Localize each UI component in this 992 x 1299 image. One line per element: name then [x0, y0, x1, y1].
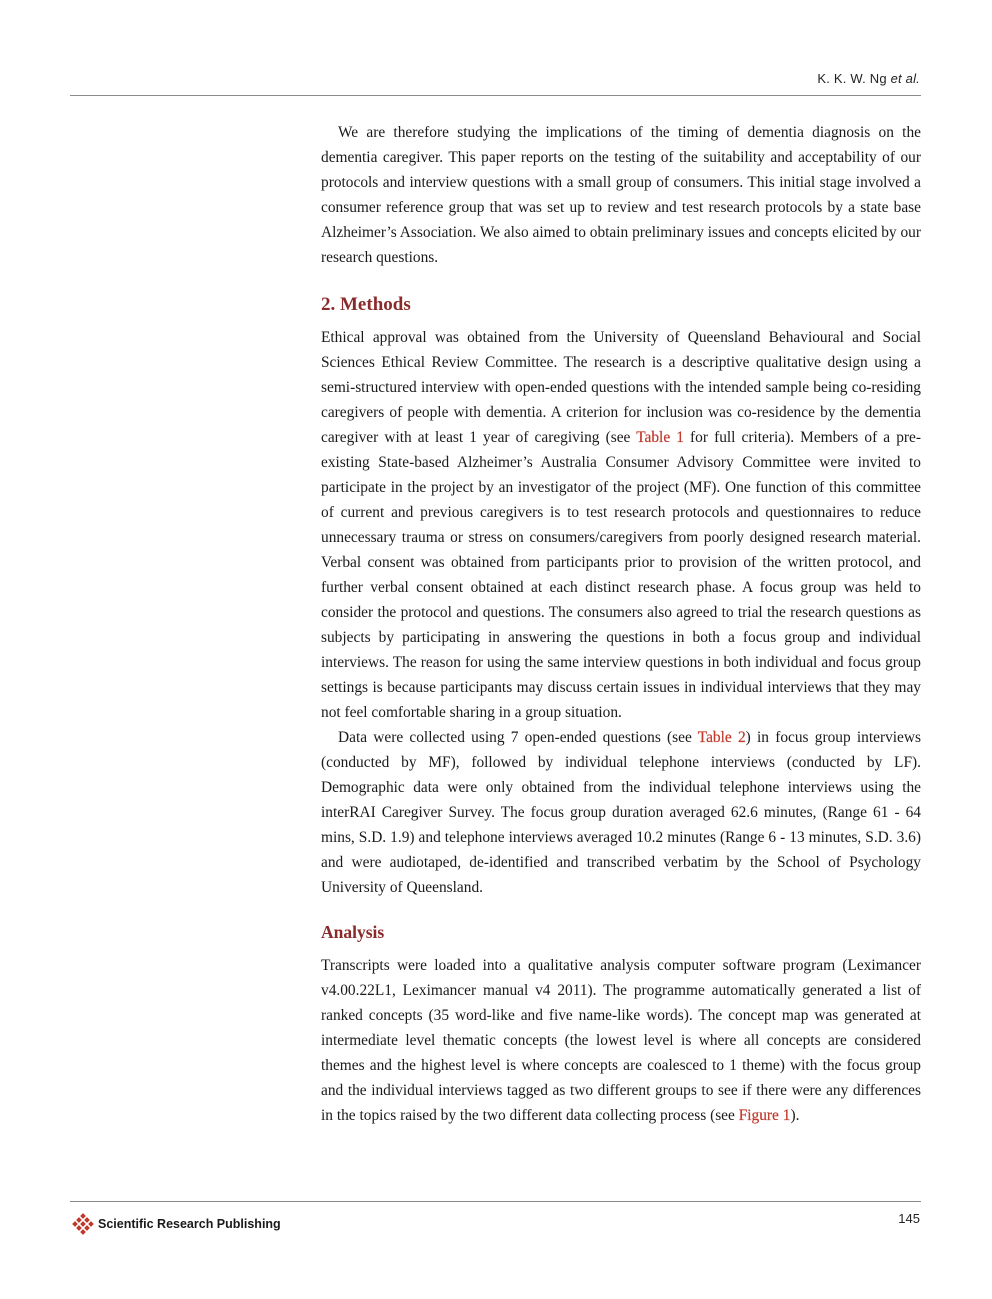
methods-p2-text-a: Data were collected using 7 open-ended questions (see	[338, 729, 698, 746]
figure-1-link[interactable]: Figure 1	[738, 1107, 791, 1124]
publisher-name: Scientific Research Publishing	[98, 1217, 281, 1231]
table-1-link[interactable]: Table 1	[636, 429, 684, 446]
methods-p2-text-b: ) in focus group interviews (conducted by MF), followed by individual telephone interviews (conducted by LF). Demographic data were only obtained from the individual telephone interviews using the interRAI Caregiver Survey. The focus group duration averaged 62.6 minutes, (Range 61 - 64 mins, S.D. 1.9) and telephone interviews averaged 10.2 minutes (Range 6 - 13 minutes, S.D. 3.6) and were audiotaped, de-identified and transcribed verbatim by the School of Psychology University of Queensland.	[321, 729, 921, 896]
publisher-logo	[72, 1213, 281, 1235]
footer-rule	[70, 1201, 921, 1202]
running-header-author	[817, 71, 920, 86]
author-names: K. K. W. Ng	[817, 71, 891, 86]
methods-paragraph-2	[321, 725, 921, 900]
analysis-heading: Analysis	[321, 922, 385, 942]
header-rule	[70, 95, 921, 96]
analysis-p1-text-a: Transcripts were loaded into a qualitative analysis computer software program (Leximancer v4.00.22L1, Leximancer manual v4 2011). The programme automatically generated a list of ranked concepts (35 word-like and five name-like words). The concept map was generated at intermediate level thematic concepts (the lowest level is where all concepts are considered themes and the highest level is where concepts are coalesced to 1 theme) with the focus group and the individual interviews tagged as two different groups to see if there were any differences in the topics raised by the two different data collecting process (see	[321, 957, 921, 1124]
page-number: 145	[898, 1211, 920, 1226]
intro-paragraph: We are therefore studying the implications of the timing of dementia diagnosis on the dementia caregiver. This paper reports on the testing of the suitability and acceptability of our protocols and interview questions with a small group of consumers. This initial stage involved a consumer reference group that was set up to review and test research protocols by a state base Alzheimer’s Association. We also aimed to obtain preliminary issues and concepts elicited by our research questions.	[321, 124, 921, 266]
methods-p1-text-a: Ethical approval was obtained from the University of Queensland Behavioural and Social Sciences Ethical Review Committee. The research is a descriptive qualitative design using a semi-structured interview with open-ended questions with the intended sample being co-residing caregivers of people with dementia. A criterion for inclusion was co-residence by the dementia caregiver with at least 1 year of caregiving (see	[321, 329, 921, 446]
methods-paragraph-1	[321, 325, 921, 725]
analysis-p1-text-b: ).	[790, 1107, 800, 1124]
author-etal: et al.	[890, 71, 920, 86]
publisher-diamond-icon	[72, 1213, 94, 1235]
methods-p1-text-b: for full criteria). Members of a pre-existing State-based Alzheimer’s Australia Consumer Advisory Committee were invited to participate in the project by an investigator of the project (MF). One function of this committee of current and previous caregivers is to test research protocols and questionnaires to reduce unnecessary trauma or stress on consumers/caregivers from poorly designed research material. Verbal consent was obtained from participants prior to provision of the written protocol, and further verbal consent obtained at each distinct research phase. A focus group was held to consider the protocol and questions. The consumers also agreed to trial the research questions as subjects by participating in answering the questions in both a focus group and individual interviews. The reason for using the same interview questions in both individual and focus group settings is because participants may discuss certain issues in individual interviews that they may not feel comfortable sharing in a group situation.	[321, 429, 921, 721]
article-body	[321, 120, 921, 1128]
analysis-paragraph-1	[321, 953, 921, 1128]
table-2-link[interactable]: Table 2	[697, 729, 746, 746]
methods-heading: 2. Methods	[321, 294, 411, 315]
